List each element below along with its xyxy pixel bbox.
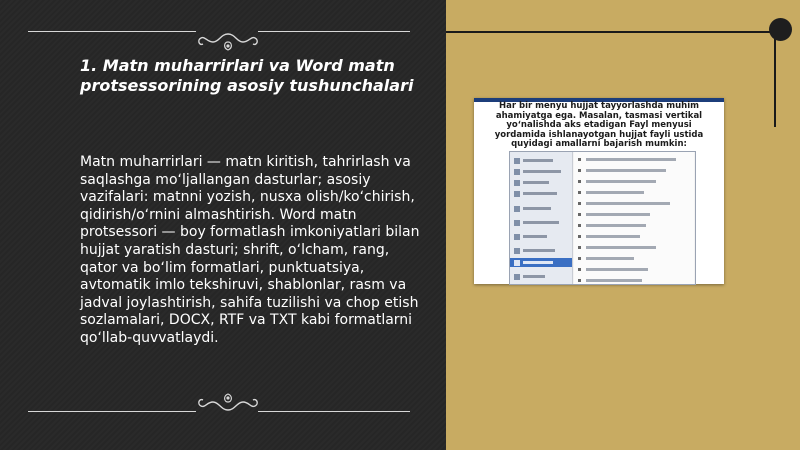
file-menu-submenu xyxy=(574,152,694,284)
screenshot-caption: Har bir menyu hujjat tayyorlashda muhim ahamiyatga ega. Masalan, tasmasi vertikal yoʻnalishda aks etadigan Fayl menyusi yordamida ishlanayotgan hujjat fayli ustida quyidagi amallarni bajarish mumkin: xyxy=(494,101,704,149)
slide-body-text: Matn muharrirlari — matn kiritish, tahrirlash va saqlashga moʻljallangan dasturlar; asosiy vazifalari: matnni yozish, nusxa olish/koʻchirish, qidirish/oʻrnini almashtirish. Word matn protsessori — boy formatlash imkoniyatlari bilan hujjat yaratish dasturi; shrift, oʻlcham, rang, qator va boʻlim formatlari, punktuatsiya, avtomatik imlo tekshiruvi, shablonlar, rasm va jadval joylashtirish, sahifa tuzilishi va chop etish sozlamalari, DOCX, RTF va TXT kabi formatlarni qoʻllab-quvvatlaydi. xyxy=(80,154,420,346)
decor-circle xyxy=(769,18,792,41)
file-menu-left-column xyxy=(510,152,573,284)
decor-line-vertical xyxy=(774,31,776,127)
top-ornament-icon xyxy=(193,32,263,54)
bottom-ornament-icon xyxy=(193,390,263,412)
slide-title: 1. Matn muharrirlari va Word matn protsessorining asosiy tushunchalari xyxy=(80,56,414,95)
bottom-frame-line-left xyxy=(28,411,196,412)
file-menu-picture xyxy=(509,151,696,285)
bottom-frame-line-right xyxy=(258,411,410,412)
top-frame-line-right xyxy=(258,31,410,32)
decor-line-horizontal xyxy=(446,31,776,33)
top-frame-line-left xyxy=(28,31,196,32)
embedded-screenshot xyxy=(474,98,724,284)
